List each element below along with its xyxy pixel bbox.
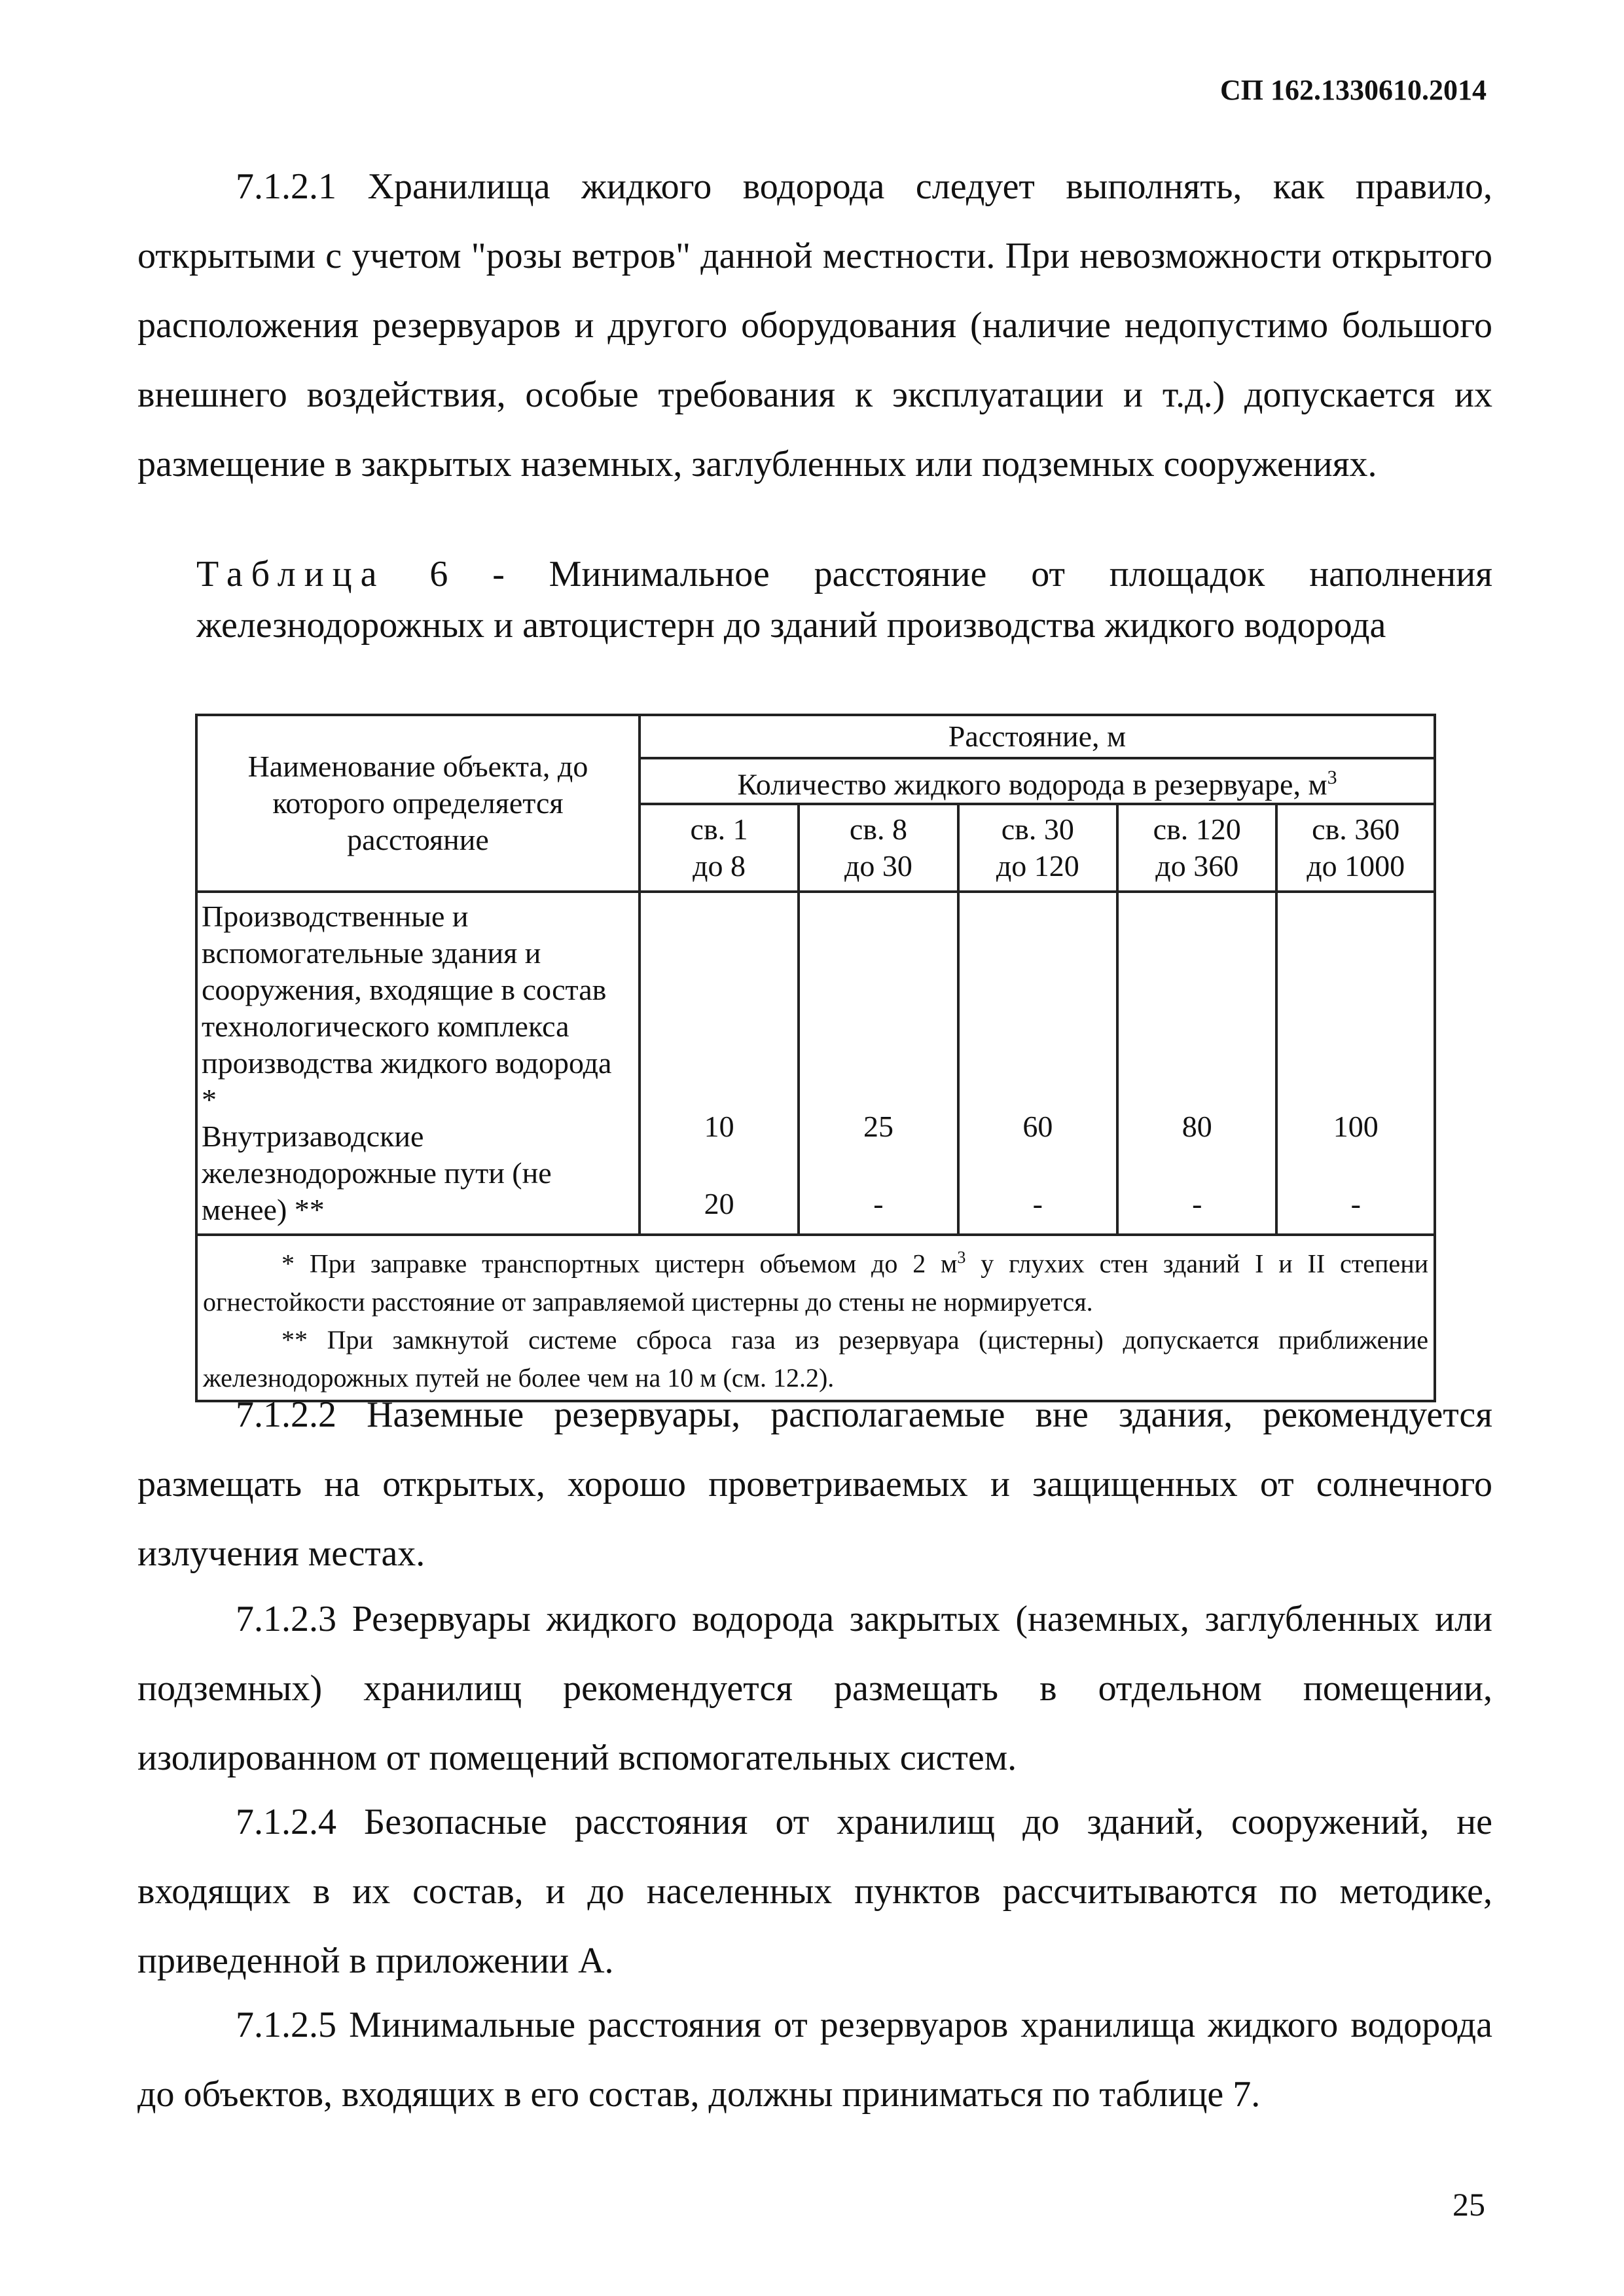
value-cell: 60 -	[958, 892, 1117, 1235]
header-object-name: Наименование объекта, до которого определяется расстояние	[196, 715, 640, 892]
paragraph-7-1-2-2: 7.1.2.2 Наземные резервуары, располагаемые вне здания, рекомендуется размещать на открытых, хорошо проветриваемых и защищенных от солнечного излучения местах.	[137, 1394, 1492, 1574]
note-1: * При заправке транспортных цистерн объемом до 2 $м^3$ у глухих стен зданий I и II степени огнестойкости расстояние от заправляемой цистерны до стены не нормируется.	[203, 1248, 1428, 1317]
header-quantity-text: Количество жидкого водорода в резервуаре, м	[737, 767, 1327, 801]
document-code: СП 162.1330610.2014	[1220, 74, 1487, 106]
paragraph-7-1-2-4: 7.1.2.4 Безопасные расстояния от хранилищ до зданий, сооружений, не входящих в их состав, и до населенных пунктов рассчитываются по методике, приведенной в приложении А.	[137, 1802, 1492, 1981]
header-distance: Расстояние, м	[640, 715, 1435, 758]
paragraph-7-1-2-5: 7.1.2.5 Минимальные расстояния от резервуаров хранилища жидкого водорода до объектов, входящих в его состав, должны приниматься по таблице 7.	[137, 2005, 1492, 2115]
column-header: св. 1 до 8	[640, 804, 799, 892]
row-name-railway: Внутризаводские железнодорожные пути (не менее) **	[202, 1120, 552, 1227]
note-2: ** При замкнутой системе сброса газа из резервуара (цистерны) допускается приближение железнодорожных путей не более чем на 10 м (см. 12.2).	[203, 1324, 1428, 1393]
value-cell: 25 -	[799, 892, 958, 1235]
table-caption-number: 6	[429, 554, 448, 594]
paragraph-7-1-2-3: 7.1.2.3 Резервуары жидкого водорода закрытых (наземных, заглубленных или подземных) хранилищ рекомендуется размещать в отдельном помещении, изолированном от помещений вспомогательных систем.	[137, 1599, 1492, 1778]
paragraph-7-1-2-1: 7.1.2.1 Хранилища жидкого водорода следует выполнять, как правило, открытыми с учетом "розы ветров" данной местности. При невозможности открытого расположения резервуаров и другого оборудования (наличие недопустимо большого внешнего воздействия, особые требования к эксплуатации и т.д.) допускается их размещение в закрытых наземных, заглубленных или подземных сооружениях.	[137, 166, 1492, 484]
page-number: 25	[1453, 2186, 1485, 2223]
value-cell: 10 20	[640, 892, 799, 1235]
object-names-cell	[196, 892, 640, 1235]
table-notes	[196, 1235, 1435, 1400]
column-header: св. 360 до 1000	[1276, 804, 1435, 892]
table-caption-text: - Минимальное расстояние от площадок наполнения железнодорожных и автоцистерн до зданий производства жидкого водорода	[196, 554, 1493, 646]
column-header: св. 30 до 120	[958, 804, 1117, 892]
column-header: св. 120 до 360	[1117, 804, 1276, 892]
header-quantity	[640, 758, 1435, 804]
row-name-buildings: Производственные и вспомогательные здания и сооружения, входящие в состав технологического комплекса производства жидкого водорода *	[202, 900, 612, 1117]
value-cell: 100 -	[1276, 892, 1435, 1235]
header-quantity-sup: 3	[1327, 767, 1337, 788]
distance-table	[195, 714, 1436, 1402]
column-header: св. 8 до 30	[799, 804, 958, 892]
table-caption	[196, 549, 1492, 651]
table-body-row	[196, 892, 1435, 1235]
table-caption-label: Таблица	[196, 554, 386, 594]
value-cell: 80 -	[1117, 892, 1276, 1235]
